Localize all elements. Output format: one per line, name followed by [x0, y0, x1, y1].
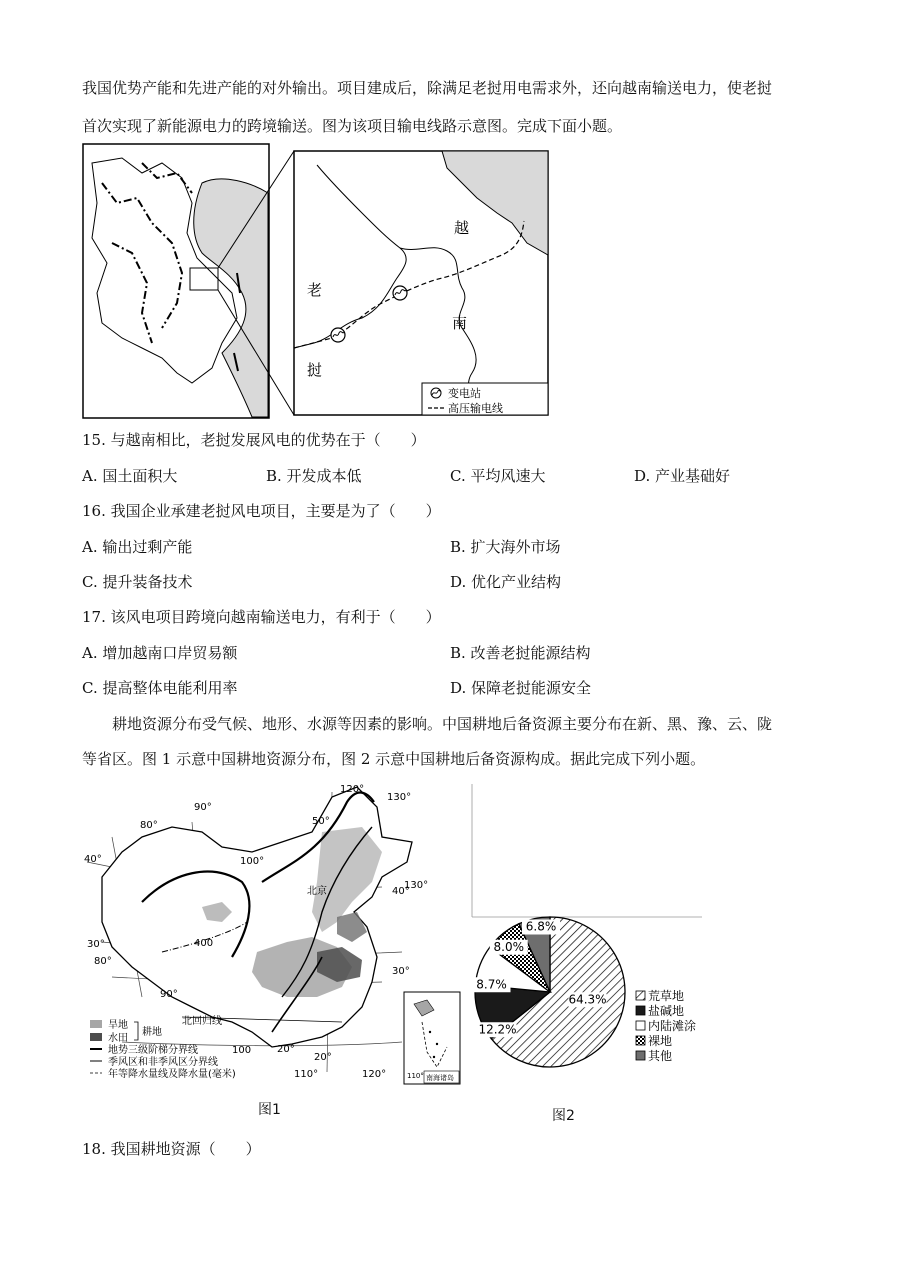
pie-data-label: 6.8%: [525, 919, 557, 934]
rainfall-label: 400: [194, 938, 214, 949]
q16-option-d[interactable]: D. 优化产业结构: [450, 573, 562, 591]
inset-lon: 110°: [407, 1072, 424, 1080]
vietnam-label-2: 南: [452, 314, 468, 332]
lon-label: 80°: [94, 956, 112, 967]
lat-label: 20°: [277, 1044, 295, 1055]
power-line-map: [82, 143, 552, 421]
legend-entry: 内陆滩涂: [648, 1019, 697, 1033]
legend-swatch: [636, 1006, 645, 1015]
legend-entry: 盐碱地: [648, 1004, 685, 1018]
legend-entry: 其他: [648, 1049, 673, 1063]
lat-label: 40°: [84, 854, 102, 865]
lon-label: 100°: [240, 856, 265, 867]
pie-data-label: 8.7%: [476, 977, 507, 992]
pie-data-label: 12.2%: [478, 1022, 517, 1037]
lon-label: 120°: [362, 1069, 387, 1080]
legend-swatch: [636, 991, 645, 1000]
lat-label: 40°: [392, 886, 410, 897]
lat-label: 50°: [312, 816, 330, 827]
question-16-stem: 16. 我国企业承建老挝风电项目，主要是为了（ ）: [82, 502, 441, 520]
q16-option-c[interactable]: C. 提升装备技术: [82, 573, 193, 591]
legend-paddy: 水田: [108, 1033, 128, 1044]
legend-dryland: 旱地: [108, 1020, 128, 1031]
substation-icon: [393, 286, 407, 300]
legend-substation-label: 变电站: [448, 387, 481, 400]
inset-label: 南海诸岛: [426, 1074, 454, 1082]
q17-option-c[interactable]: C. 提高整体电能利用率: [82, 679, 238, 697]
laos-label-1: 老: [307, 281, 323, 299]
q17-option-a[interactable]: A. 增加越南口岸贸易额: [82, 644, 238, 662]
question-15-stem: 15. 与越南相比，老挝发展风电的优势在于（ ）: [82, 431, 426, 449]
legend-paddy-swatch: [90, 1033, 102, 1041]
lon-label: 120°: [340, 784, 365, 795]
q15-option-b[interactable]: B. 开发成本低: [266, 467, 362, 485]
vietnam-label-1: 越: [454, 219, 470, 237]
intro2-line-1: 耕地资源分布受气候、地形、水源等因素的影响。中国耕地后备资源主要分布在新、黑、豫、云、陇: [112, 715, 773, 733]
intro2-line-2: 等省区。图 1 示意中国耕地资源分布，图 2 示意中国耕地后备资源构成。据此完成下列小题。: [82, 750, 706, 768]
legend-terrain-boundary: 地势三级阶梯分界线: [108, 1045, 198, 1056]
reserve-land-pie-chart: [470, 782, 710, 1082]
lon-label: 90°: [160, 989, 178, 1000]
lat-label: 30°: [87, 939, 105, 950]
pie-data-label: 64.3%: [568, 992, 607, 1007]
legend-cropland: 耕地: [142, 1027, 162, 1038]
legend-line-label: 高压输电线: [448, 402, 503, 415]
lon-label: 80°: [140, 820, 158, 831]
q15-option-a[interactable]: A. 国土面积大: [82, 467, 178, 485]
q16-option-b[interactable]: B. 扩大海外市场: [450, 538, 561, 556]
substation-icon: [331, 328, 345, 342]
question-17-stem: 17. 该风电项目跨境向越南输送电力，有利于（ ）: [82, 608, 441, 626]
legend-substation-icon: [431, 388, 441, 398]
lon-label: 110°: [294, 1069, 319, 1080]
intro-line-2: 首次实现了新能源电力的跨境输送。图为该项目输电线路示意图。完成下面小题。: [82, 117, 623, 135]
legend-swatch: [636, 1021, 645, 1030]
legend-swatch: [636, 1036, 645, 1045]
legend-monsoon-boundary: 季风区和非季风区分界线: [108, 1057, 218, 1068]
legend-terrain-100: 100: [232, 1045, 252, 1056]
china-cropland-map: [82, 782, 462, 1087]
lat-label: 20°: [314, 1052, 332, 1063]
legend-rainfall: 年等降水量线及降水量(毫米): [108, 1069, 236, 1080]
city-label: 北京: [307, 886, 327, 897]
laos-label-2: 挝: [307, 361, 323, 379]
q15-option-d[interactable]: D. 产业基础好: [634, 467, 731, 485]
tropic-label: 北回归线: [182, 1016, 222, 1027]
lon-label: 130°: [404, 880, 429, 891]
fig1-caption: 图1: [258, 1102, 281, 1118]
south-china-sea-inset: [404, 992, 460, 1084]
lon-label: 130°: [387, 792, 412, 803]
legend-entry: 荒草地: [648, 989, 685, 1003]
lon-label: 90°: [194, 802, 212, 813]
pie-data-label: 8.0%: [493, 939, 524, 954]
q17-option-d[interactable]: D. 保障老挝能源安全: [450, 679, 592, 697]
intro-line-1: 我国优势产能和先进产能的对外输出。项目建成后，除满足老挝用电需求外，还向越南输送电力，使老挝: [82, 79, 773, 97]
legend-entry: 裸地: [648, 1034, 673, 1048]
question-18-stem: 18. 我国耕地资源（ ）: [82, 1140, 261, 1158]
legend-dryland-swatch: [90, 1020, 102, 1028]
q16-option-a[interactable]: A. 输出过剩产能: [82, 538, 193, 556]
q15-option-c[interactable]: C. 平均风速大: [450, 467, 546, 485]
q17-option-b[interactable]: B. 改善老挝能源结构: [450, 644, 591, 662]
fig2-caption: 图2: [552, 1108, 575, 1124]
lat-label: 30°: [392, 966, 410, 977]
legend-swatch: [636, 1051, 645, 1060]
